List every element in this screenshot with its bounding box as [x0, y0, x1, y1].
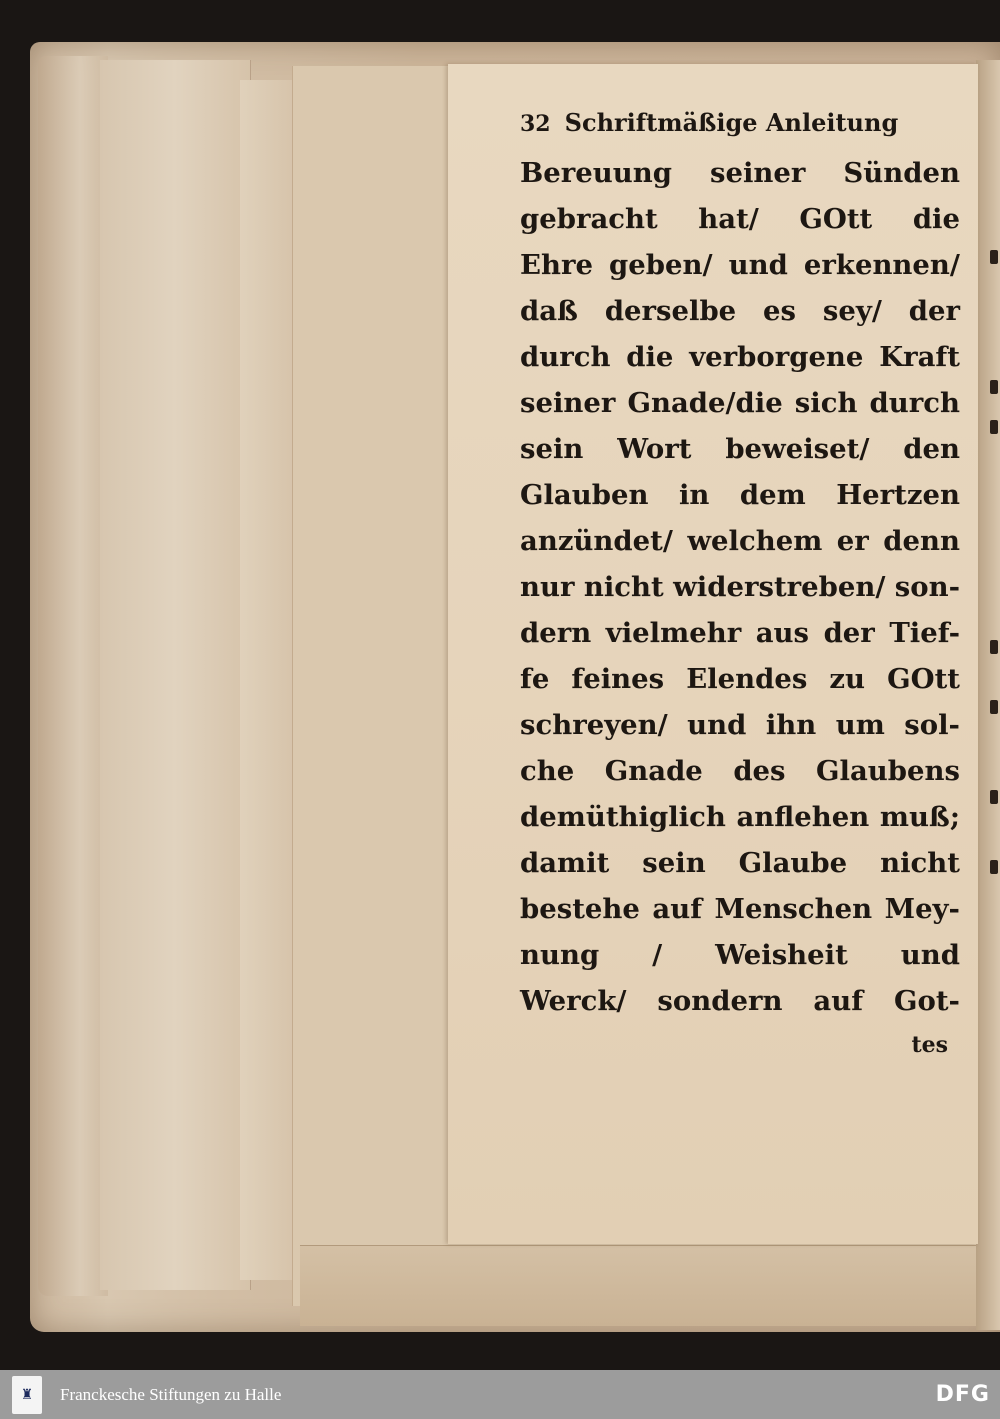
- text-word: die: [626, 341, 674, 373]
- text-word: dern: [520, 617, 592, 649]
- institution-logo-icon: ♜: [12, 1376, 42, 1414]
- text-word: Gnade: [604, 755, 703, 787]
- text-line: [520, 978, 960, 1024]
- text-line: [520, 288, 960, 334]
- text-word: anflehen: [736, 801, 870, 833]
- text-word: der: [823, 617, 875, 649]
- text-word: GOtt: [799, 203, 873, 235]
- footer-bar: [0, 1370, 1000, 1419]
- text-word: son-: [894, 571, 960, 603]
- text-word: Wort: [617, 433, 692, 465]
- text-word: derselbe: [604, 295, 737, 327]
- text-word: denn: [883, 525, 960, 557]
- text-word: des: [733, 755, 786, 787]
- text-line: [520, 242, 960, 288]
- text-word: seiner: [709, 157, 806, 189]
- text-word: Glaubens: [816, 755, 960, 787]
- facing-page-ink-mark: [990, 380, 998, 394]
- text-line: [520, 518, 960, 564]
- facing-page-ink-mark: [990, 790, 998, 804]
- text-word: durch: [520, 341, 611, 373]
- text-word: Gnade/die: [627, 387, 783, 419]
- text-word: dem: [739, 479, 806, 511]
- text-line: [520, 334, 960, 380]
- text-word: der: [908, 295, 960, 327]
- facing-page-ink-mark: [990, 250, 998, 264]
- text-word: sondern: [657, 985, 783, 1017]
- text-word: welchem: [687, 525, 823, 557]
- text-word: den: [903, 433, 960, 465]
- facing-page-ink-mark: [990, 420, 998, 434]
- text-word: die: [912, 203, 960, 235]
- text-word: hat/: [698, 203, 759, 235]
- text-word: Werck/: [520, 985, 627, 1017]
- text-word: nung: [520, 939, 600, 971]
- text-word: sol-: [904, 709, 960, 741]
- text-word: daß: [520, 295, 578, 327]
- text-word: che: [520, 755, 575, 787]
- text-word: geben/: [609, 249, 713, 281]
- text-word: seiner: [520, 387, 616, 419]
- text-word: sein: [520, 433, 584, 465]
- text-word: Glauben: [520, 479, 649, 511]
- text-word: auf: [813, 985, 864, 1017]
- text-word: Mey-: [884, 893, 960, 925]
- text-word: Ehre: [520, 249, 593, 281]
- text-word: er: [836, 525, 869, 557]
- text-word: Menschen: [714, 893, 873, 925]
- text-word: erkennen/: [803, 249, 960, 281]
- text-word: Glaube: [738, 847, 848, 879]
- endpaper-fold: [100, 60, 251, 1290]
- body-text: [520, 150, 960, 1024]
- text-line: [520, 932, 960, 978]
- text-line: [520, 702, 960, 748]
- text-line: [520, 794, 960, 840]
- text-word: schreyen/: [520, 709, 668, 741]
- text-line: [520, 380, 960, 426]
- dfg-logo: DFG: [935, 1382, 990, 1407]
- book-spine-edge: [38, 56, 108, 1296]
- text-word: Tief-: [889, 617, 960, 649]
- text-line: [520, 840, 960, 886]
- text-word: vielmehr: [605, 617, 742, 649]
- text-line: [520, 886, 960, 932]
- text-word: sein: [642, 847, 706, 879]
- text-word: zu: [829, 663, 866, 695]
- text-word: aus: [755, 617, 810, 649]
- text-word: anzündet/: [520, 525, 673, 557]
- page-bottom-edge: [300, 1245, 980, 1326]
- text-word: gebracht: [520, 203, 658, 235]
- text-word: nicht: [880, 847, 960, 879]
- facing-page-ink-mark: [990, 640, 998, 654]
- text-word: ihn: [765, 709, 817, 741]
- text-word: es: [763, 295, 797, 327]
- text-word: widerstreben/: [673, 571, 886, 603]
- text-line: [520, 426, 960, 472]
- text-line: [520, 472, 960, 518]
- text-word: und: [728, 249, 788, 281]
- text-word: Sünden: [843, 157, 960, 189]
- page-number: 32: [520, 111, 551, 137]
- institution-name: Franckesche Stiftungen zu Halle: [60, 1384, 282, 1404]
- text-line: [520, 150, 960, 196]
- text-word: sey/: [822, 295, 882, 327]
- text-word: nicht: [583, 571, 664, 603]
- text-word: feines: [571, 663, 665, 695]
- text-word: fe: [520, 663, 550, 695]
- text-word: durch: [869, 387, 960, 419]
- running-head: [520, 108, 960, 150]
- text-word: und: [900, 939, 960, 971]
- text-word: bestehe: [520, 893, 640, 925]
- text-word: sich: [794, 387, 858, 419]
- text-word: und: [687, 709, 747, 741]
- text-line: [520, 748, 960, 794]
- catchword: tes: [911, 1032, 948, 1058]
- text-word: Kraft: [879, 341, 960, 373]
- running-head-title: Schriftmäßige Anleitung: [564, 108, 899, 137]
- text-word: demüthiglich: [520, 801, 726, 833]
- text-word: verborgene: [689, 341, 864, 373]
- text-word: beweiset/: [725, 433, 870, 465]
- page-text-block: [520, 108, 960, 1058]
- text-line: [520, 196, 960, 242]
- text-word: auf: [652, 893, 703, 925]
- text-word: in: [678, 479, 710, 511]
- facing-page-ink-mark: [990, 860, 998, 874]
- facing-page-ink-mark: [990, 700, 998, 714]
- text-word: Weisheit: [715, 939, 848, 971]
- text-word: damit: [520, 847, 610, 879]
- text-word: /: [652, 939, 663, 971]
- text-line: [520, 610, 960, 656]
- text-word: um: [835, 709, 885, 741]
- text-word: GOtt: [887, 663, 960, 695]
- text-word: nur: [520, 571, 575, 603]
- text-word: muß;: [879, 801, 960, 833]
- text-word: Elendes: [686, 663, 808, 695]
- text-word: Got-: [894, 985, 960, 1017]
- text-word: Hertzen: [836, 479, 960, 511]
- text-line: [520, 564, 960, 610]
- text-word: Bereuung: [520, 157, 672, 189]
- text-line: [520, 656, 960, 702]
